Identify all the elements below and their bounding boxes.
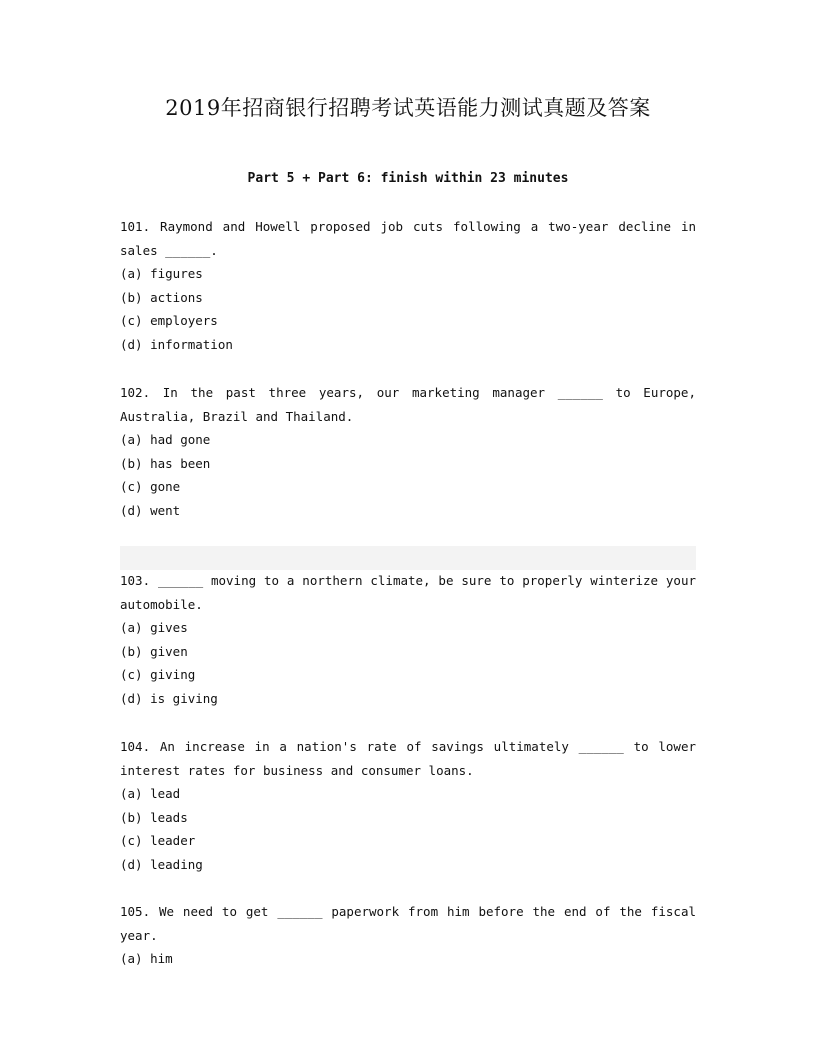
question-stem: 103. ______ moving to a northern climate, be sure to properly winterize your automobile. — [120, 573, 696, 612]
option-d: (d) information — [120, 336, 233, 352]
question-103 — [120, 569, 696, 710]
option-b: (b) actions — [120, 289, 203, 305]
option-a: (a) lead — [120, 786, 181, 801]
option-c: (c) employers — [120, 313, 218, 328]
question-105 — [120, 900, 696, 971]
highlight-band — [120, 546, 696, 570]
question-stem: 101. Raymond and Howell proposed job cuts following a two-year decline in sales ______. — [120, 219, 696, 258]
question-102 — [120, 381, 696, 522]
document-title: 2019年招商银行招聘考试英语能力测试真题及答案 — [165, 96, 651, 120]
option-a: (a) had gone — [120, 432, 211, 447]
question-stem: 102. In the past three years, our marketing manager ______ to Europe, Australia, Brazil and Thailand. — [120, 385, 696, 424]
option-c: (c) giving — [120, 667, 196, 682]
question-101 — [120, 215, 696, 356]
option-d: (d) is giving — [120, 690, 218, 706]
option-c: (c) gone — [120, 479, 181, 494]
option-b: (b) leads — [120, 809, 188, 825]
question-stem: 105. We need to get ______ paperwork from him before the end of the fiscal year. — [120, 904, 696, 943]
option-c: (c) leader — [120, 833, 196, 848]
option-b: (b) has been — [120, 455, 211, 471]
option-b: (b) given — [120, 643, 188, 659]
option-a: (a) gives — [120, 620, 188, 635]
section-instruction: Part 5 + Part 6: finish within 23 minutes — [247, 171, 569, 186]
option-a: (a) him — [120, 951, 173, 966]
option-a: (a) figures — [120, 266, 203, 281]
option-d: (d) went — [120, 502, 181, 518]
question-stem: 104. An increase in a nation's rate of savings ultimately ______ to lower interest rates for business and consumer loans. — [120, 739, 696, 778]
question-104 — [120, 735, 696, 876]
option-d: (d) leading — [120, 856, 203, 872]
